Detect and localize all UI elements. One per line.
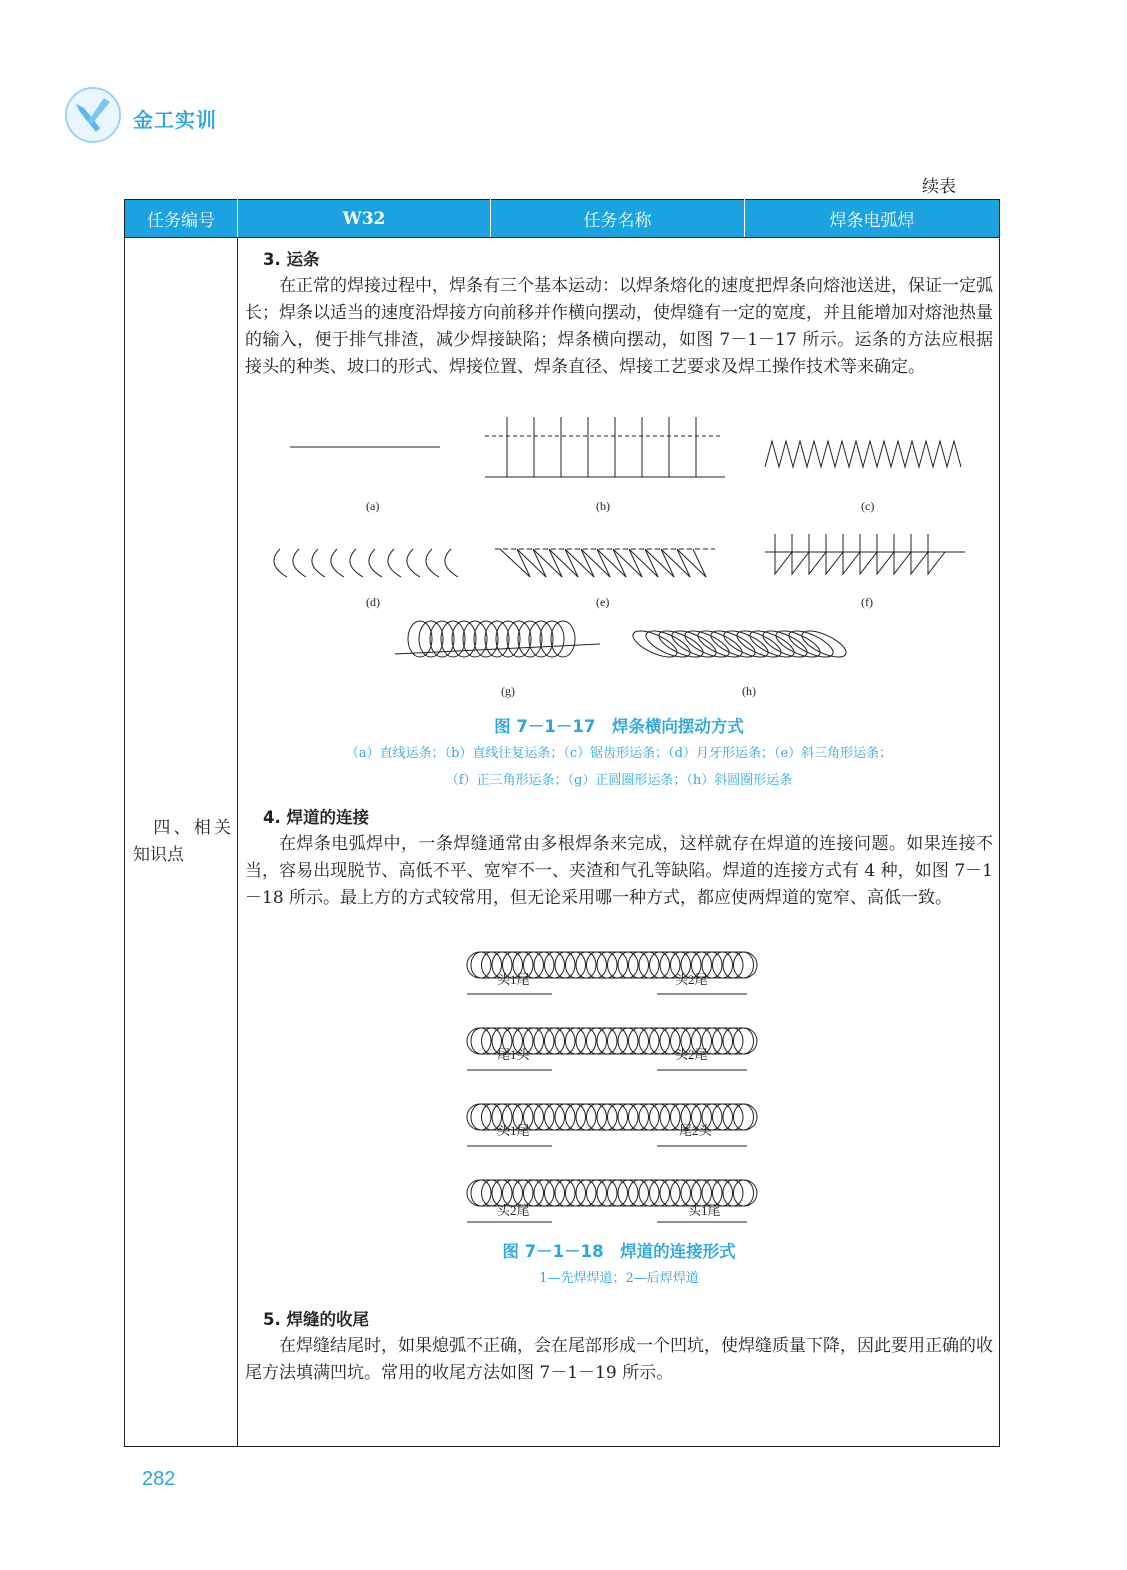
crescent-path [407, 549, 420, 577]
section-heading: 5. 焊缝的收尾 [263, 1310, 369, 1329]
bead-label: 尾1头 [497, 1047, 530, 1062]
figure-7-1-18 [245, 934, 994, 1234]
crescent-path [369, 549, 382, 577]
bead-label: 头1尾 [688, 1203, 721, 1218]
fig-label-d: (d) [366, 595, 380, 609]
triangle-path [894, 534, 911, 574]
left-cell [125, 238, 238, 1447]
content-cell [238, 238, 1000, 1447]
section-paragraph: 在正常的焊接过程中，焊条有三个基本运动：以焊条熔化的速度把焊条向熔池送进，保证一定弧长；焊条以适当的速度沿焊接方向前移并作横向摆动，使焊缝有一定的宽度，并且能增加对熔池热量的输入，便于排气排渣，减少焊接缺陷；焊条横向摆动，如图 7－1－17 所示。运条的方法应根据接头的种类、坡口的形式、焊接位置、焊条直径、焊接工艺要求及焊工操作技术等来确定。 [245, 276, 993, 377]
section-paragraph: 在焊缝结尾时，如果熄弧不正确，会在尾部形成一个凹坑，使焊缝质量下降，因此要用正确的收尾方法填满凹坑。常用的收尾方法如图 7－1－19 所示。 [245, 1336, 993, 1383]
zigzag-path [765, 441, 961, 467]
circle-loop [540, 621, 564, 657]
bead-label: 头2尾 [675, 1047, 708, 1062]
task-table [124, 199, 1000, 1447]
circle-loop [529, 621, 553, 657]
table-body-row [125, 238, 1000, 1447]
fig-label-f: (f) [861, 595, 873, 609]
header-task-name-label: 任务名称 [491, 200, 745, 238]
continued-label: 续表 [922, 177, 956, 197]
circle-loop [485, 621, 509, 657]
weaving-patterns-diagram [245, 409, 994, 709]
figure-legend: （f）正三角形运条；（g）正圆圈形运条；（h）斜圆圈形运条 [445, 773, 793, 788]
bead-label: 头2尾 [675, 972, 708, 987]
triangle-path [775, 534, 792, 574]
crescent-path [293, 549, 306, 577]
wrench-logo-icon [64, 86, 122, 144]
header-task-name-value: 焊条电弧焊 [745, 200, 1000, 238]
section-heading: 4. 焊道的连接 [263, 808, 369, 827]
section-paragraph: 在焊条电弧焊中，一条焊缝通常由多根焊条来完成，这样就存在焊道的连接问题。如果连接不当，容易出现脱节、高低不平、宽窄不一、夹渣和气孔等缺陷。焊道的连接方式有 4 种，如图 7－1－18 所示。最上方的方式较常用，但无论采用哪一种方式，都应使两焊道的宽窄、高低一致。 [245, 834, 993, 908]
fig-label-h: (h) [742, 684, 756, 698]
triangle-path [826, 534, 843, 574]
crescent-path [445, 549, 458, 577]
circle-loop [496, 621, 520, 657]
fig-label-b: (b) [596, 499, 610, 513]
circle-loop [518, 621, 542, 657]
fig-label-a: (a) [366, 499, 380, 513]
triangle-path [843, 534, 860, 574]
figure-caption: 图 7－1－17 焊条横向摆动方式 [494, 717, 744, 736]
header-task-id-value: W32 [238, 200, 491, 238]
crescent-path [426, 549, 439, 577]
triangle-path [809, 534, 826, 574]
fig-label-g: (g) [501, 684, 515, 698]
triangle-path [928, 534, 945, 574]
crescent-path [274, 549, 287, 577]
circle-loop [463, 621, 487, 657]
figure-7-1-17 [245, 409, 994, 709]
crescent-path [350, 549, 363, 577]
header-task-id-label: 任务编号 [125, 200, 238, 238]
bead-connection-diagram [245, 934, 994, 1234]
fig-label-e: (e) [596, 595, 610, 609]
book-title: 金工实训 [133, 108, 217, 132]
bead-label: 尾2头 [679, 1123, 712, 1138]
bead-label: 头1尾 [497, 972, 530, 987]
oblique-triangle-path [500, 549, 706, 577]
circle-loop [452, 621, 476, 657]
table-header-row [125, 200, 1000, 238]
section-heading: 3. 运条 [263, 250, 320, 269]
figure-caption: 图 7－1－18 焊道的连接形式 [502, 1242, 736, 1261]
bead-label: 头2尾 [497, 1203, 530, 1218]
crescent-path [331, 549, 344, 577]
bead-label: 头1尾 [497, 1123, 530, 1138]
circle-loop [551, 621, 575, 657]
triangle-path [911, 534, 928, 574]
figure-legend: （a）直线运条；（b）直线往复运条；（c）锯齿形运条；（d）月牙形运条；（e）斜三角形运条； [345, 746, 893, 761]
circle-loop [408, 621, 432, 657]
related-knowledge-label: 四、相关知识点 [133, 818, 231, 865]
crescent-path [388, 549, 401, 577]
circle-loop [474, 621, 498, 657]
triangle-path [877, 534, 894, 574]
triangle-path [792, 534, 809, 574]
figure-legend: 1—先焊焊道；2—后焊焊道 [539, 1271, 699, 1286]
page-number: 282 [142, 1468, 176, 1490]
circle-loop [507, 621, 531, 657]
crescent-path [312, 549, 325, 577]
fig-label-c: (c) [861, 499, 875, 513]
triangle-path [860, 534, 877, 574]
